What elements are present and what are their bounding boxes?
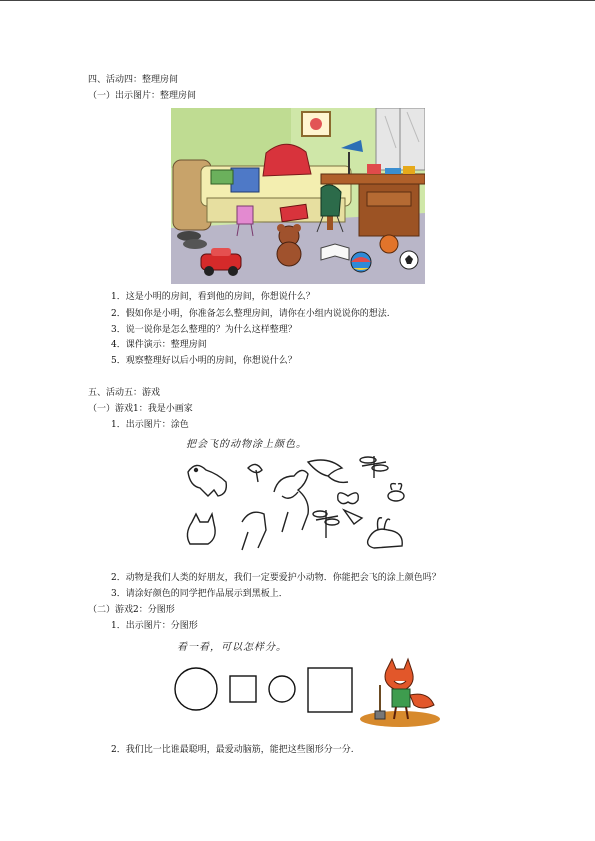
page-top-rule xyxy=(0,0,595,1)
section-4-item-1: 1．这是小明的房间，看到他的房间，你想说什么？ xyxy=(111,292,315,302)
small-circle-shape xyxy=(269,676,295,702)
game-1-item-2: 2．动物是我们人类的好朋友，我们一定要爱护小动物．你能把会飞的涂上颜色吗？ xyxy=(111,573,441,583)
game-2-show-picture: 1．出示图片：分图形 xyxy=(111,621,198,631)
animal-coloring-illustration xyxy=(178,452,418,562)
small-square-shape xyxy=(230,676,256,702)
game-2-item-2: 2．我们比一比谁最聪明，最爱动脑筋，能把这些图形分一分. xyxy=(111,745,354,755)
game-2-caption: 看一看，可以怎样分。 xyxy=(177,642,287,653)
section-4-item-3: 3．说一说你是怎么整理的？为什么这样整理？ xyxy=(111,325,297,335)
large-circle-shape xyxy=(175,668,217,710)
game-1-caption: 把会飞的动物涂上颜色。 xyxy=(186,439,307,450)
section-4-item-2: 2．假如你是小明，你准备怎么整理房间，请你在小组内说说你的想法. xyxy=(111,309,390,319)
game-2-title: （二）游戏2：分图形 xyxy=(88,605,175,615)
game-1-item-3: 3．请涂好颜色的同学把作品展示到黑板上． xyxy=(111,589,288,599)
messy-room-illustration xyxy=(171,108,425,284)
section-4-subheading: （一）出示图片：整理房间 xyxy=(88,91,197,101)
section-4-item-4: 4．课件演示：整理房间 xyxy=(111,340,207,350)
section-5-heading: 五、活动五：游戏 xyxy=(88,388,161,398)
game-1-show-picture: 1．出示图片：涂色 xyxy=(111,420,189,430)
game-1-title: （一）游戏1：我是小画家 xyxy=(88,404,193,414)
section-4-item-5: 5．观察整理好以后小明的房间，你想说什么？ xyxy=(111,356,297,366)
section-4-heading: 四、活动四：整理房间 xyxy=(88,75,179,85)
shapes-illustration xyxy=(172,660,357,720)
fox-illustration xyxy=(356,655,442,727)
large-square-shape xyxy=(308,668,352,712)
